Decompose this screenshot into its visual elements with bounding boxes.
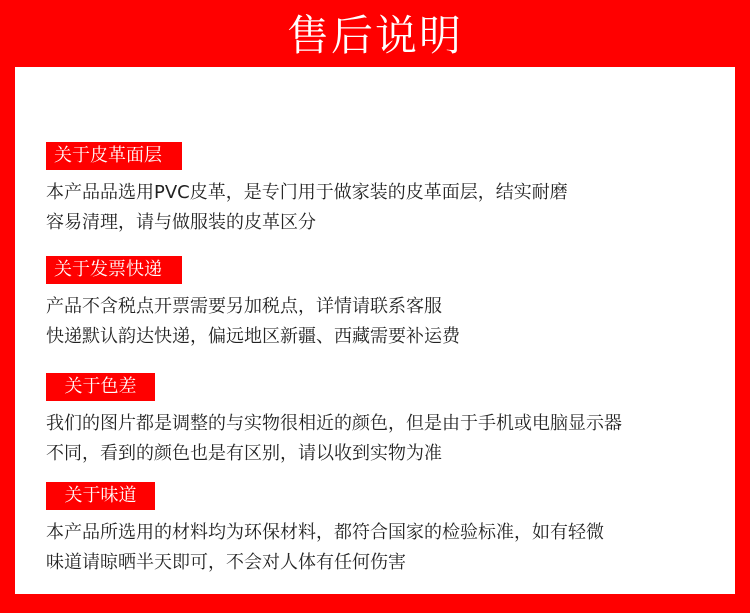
section-odor <box>46 482 604 578</box>
section-line: 容易清理，请与做服装的皮革区分 <box>46 212 316 233</box>
section-body <box>46 409 622 469</box>
section-invoice-shipping <box>46 256 460 352</box>
section-body <box>46 178 568 238</box>
section-line: 味道请晾晒半天即可，不会对人体有任何伤害 <box>46 552 406 573</box>
section-heading: 关于色差 <box>46 373 155 401</box>
section-line: 本产品所选用的材料均为环保材料，都符合国家的检验标准，如有轻微 <box>46 522 604 543</box>
section-heading: 关于皮革面层 <box>46 142 182 170</box>
section-leather <box>46 142 568 238</box>
section-line: 快递默认韵达快递，偏远地区新疆、西藏需要补运费 <box>46 326 460 347</box>
section-line: 我们的图片都是调整的与实物很相近的颜色，但是由于手机或电脑显示器 <box>46 413 622 434</box>
section-body <box>46 292 460 352</box>
section-body <box>46 518 604 578</box>
section-heading: 关于味道 <box>46 482 155 510</box>
section-heading: 关于发票快递 <box>46 256 182 284</box>
page-title: 售后说明 <box>286 11 463 60</box>
section-line: 产品不含税点开票需要另加税点，详情请联系客服 <box>46 296 442 317</box>
section-line: 本产品品选用PVC皮革，是专门用于做家装的皮革面层，结实耐磨 <box>46 182 568 203</box>
content-panel <box>15 67 735 594</box>
section-line: 不同，看到的颜色也是有区别，请以收到实物为准 <box>46 443 442 464</box>
section-color-difference <box>46 373 622 469</box>
